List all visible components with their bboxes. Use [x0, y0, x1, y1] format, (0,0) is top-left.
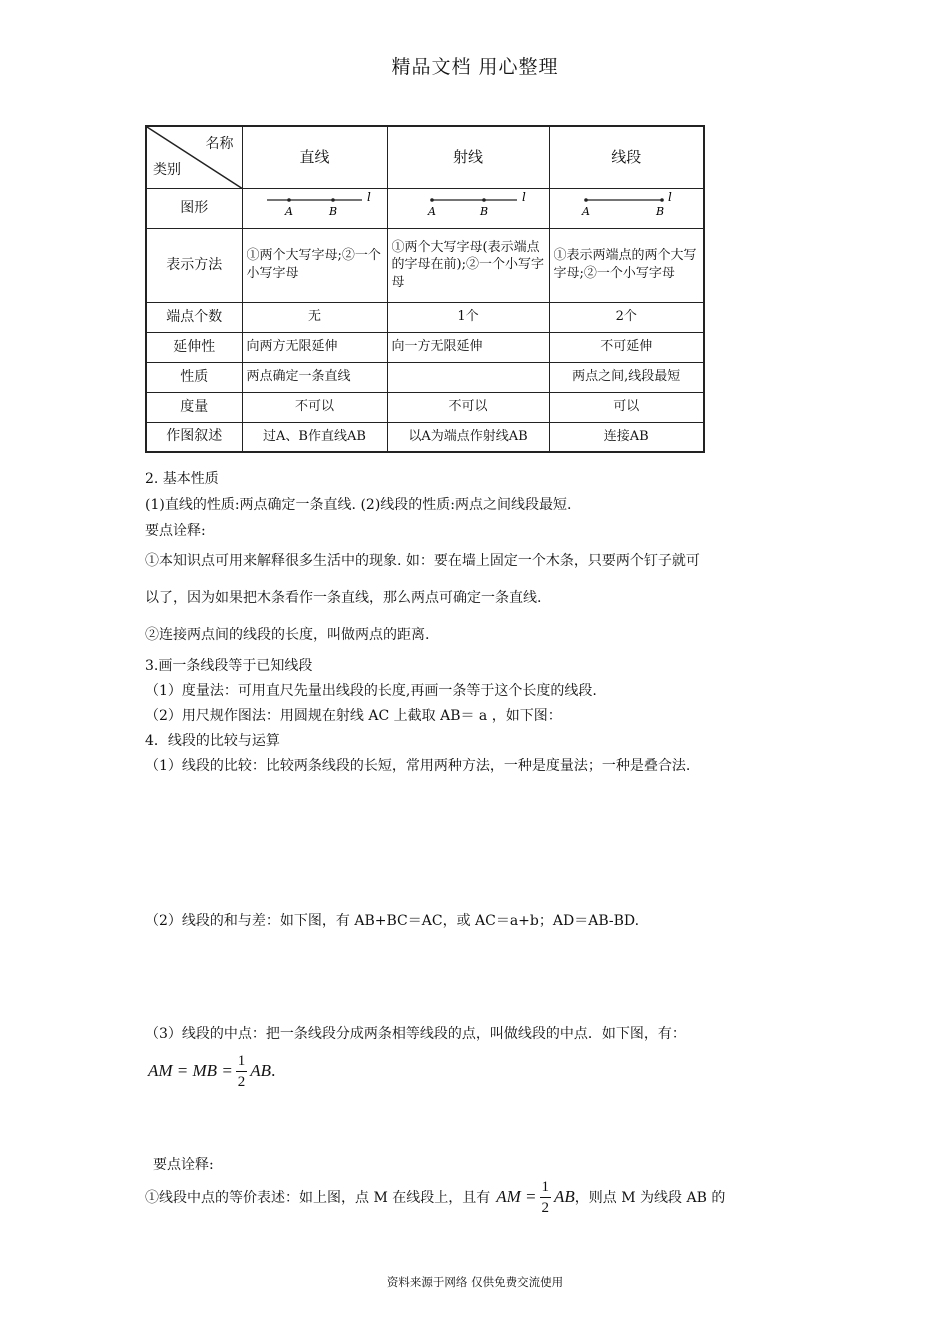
table-cell: 2个 [549, 302, 704, 332]
table-cell: 两点确定一条直线 [242, 362, 387, 392]
fraction-numerator: 1 [236, 1051, 248, 1072]
line-figure [247, 191, 382, 219]
paragraph: ①本知识点可用来解释很多生活中的现象. 如：要在墙上固定一个木条，只要两个钉子就可 [145, 553, 700, 569]
midpoint-equation [148, 1048, 275, 1094]
statement-text: ，则点 M 为线段 AB 的 [574, 1190, 726, 1206]
segment-name-label: l [667, 191, 672, 205]
statement-text: ①线段中点的等价表述：如上图，点 M 在线段上，且有 [145, 1190, 491, 1206]
row-label-endpoints: 端点个数 [146, 302, 242, 332]
section-heading: 2. 基本性质 [145, 471, 219, 487]
table-cell: 两点之间,线段最短 [549, 362, 704, 392]
fraction-one-half [540, 1177, 552, 1218]
row-label-measure: 度量 [146, 392, 242, 422]
point-b-label: B [328, 205, 337, 219]
page-footer: 资料来源于网络 仅供免费交流使用 [386, 1275, 564, 1289]
row-label-extension: 延伸性 [146, 332, 242, 362]
table-cell: 过A、B作直线AB [242, 422, 387, 452]
paragraph: (1)直线的性质:两点确定一条直线. (2)线段的性质:两点之间线段最短. [145, 497, 572, 513]
column-header-line: 直线 [242, 126, 387, 188]
table-cell: 不可以 [387, 392, 549, 422]
table-corner-cell [146, 126, 242, 188]
table-cell: 不可以 [242, 392, 387, 422]
point-b-label: B [655, 205, 664, 219]
table-cell: ①两个大写字母;②一个小写字母 [242, 228, 387, 302]
row-label-figure: 图形 [146, 188, 242, 228]
corner-top-label: 名称 [205, 136, 234, 152]
table-cell: ①表示两端点的两个大写字母;②一个小写字母 [549, 228, 704, 302]
table-cell: 以A为端点作射线AB [387, 422, 549, 452]
point-b-label: B [479, 205, 488, 219]
section-heading: 3.画一条线段等于已知线段 [145, 658, 313, 674]
table-cell [387, 362, 549, 392]
paragraph: （2）用尺规作图法：用圆规在射线 AC 上截取 AB＝ a ，如下图： [145, 708, 562, 724]
fraction-one-half [236, 1051, 248, 1092]
ray-name-label: l [521, 191, 526, 205]
paragraph: （3）线段的中点：把一条线段分成两条相等线段的点，叫做线段的中点．如下图，有： [145, 1026, 686, 1042]
ray-figure [392, 191, 544, 219]
table-cell: 无 [242, 302, 387, 332]
table-cell: ①两个大写字母(表示端点的字母在前);②一个小写字母 [387, 228, 549, 302]
row-label-construction: 作图叙述 [146, 422, 242, 452]
segment-figure [554, 191, 699, 219]
point-a-label: A [581, 205, 590, 219]
point-a-label: A [284, 205, 293, 219]
paragraph: （2）线段的和与差：如下图，有 AB+BC＝AC，或 AC＝a+b；AD＝AB-BD. [145, 913, 640, 929]
corner-bottom-label: 类别 [153, 161, 181, 178]
figure-segment-cell [549, 188, 704, 228]
table-cell: 连接AB [549, 422, 704, 452]
table-cell: 1个 [387, 302, 549, 332]
table-cell: 向一方无限延伸 [387, 332, 549, 362]
figure-ray-cell [387, 188, 549, 228]
note-heading: 要点诠释: [145, 523, 206, 539]
fraction-denominator: 2 [237, 1073, 246, 1090]
equation-right: AB [250, 1061, 272, 1080]
page-header: 精品文档 用心整理 [391, 56, 559, 78]
equation-period: . [271, 1061, 276, 1080]
column-header-segment: 线段 [549, 126, 704, 188]
figure-line-cell [242, 188, 387, 228]
column-header-ray: 射线 [387, 126, 549, 188]
paragraph: ②连接两点间的线段的长度，叫做两点的距离. [145, 627, 430, 643]
equation-left: AM = MB = [148, 1061, 233, 1080]
row-label-notation: 表示方法 [146, 228, 242, 302]
comparison-table [145, 125, 705, 453]
fraction-numerator: 1 [540, 1177, 552, 1198]
note-heading: 要点诠释: [153, 1157, 214, 1173]
equation-left: AM = [496, 1187, 537, 1206]
paragraph: （1）度量法：可用直尺先量出线段的长度,再画一条等于这个长度的线段. [145, 683, 597, 699]
row-label-property: 性质 [146, 362, 242, 392]
section-heading: 4．线段的比较与运算 [145, 733, 280, 749]
table-cell: 可以 [549, 392, 704, 422]
equation-right: AB [554, 1187, 575, 1206]
midpoint-equivalent-statement [145, 1174, 725, 1220]
paragraph: （1）线段的比较：比较两条线段的长短，常用两种方法，一种是度量法；一种是叠合法. [145, 758, 691, 774]
line-name-label: l [366, 191, 371, 205]
table-cell: 向两方无限延伸 [242, 332, 387, 362]
table-cell: 不可延伸 [549, 332, 704, 362]
paragraph: 以了，因为如果把木条看作一条直线，那么两点可确定一条直线. [145, 590, 542, 606]
fraction-denominator: 2 [541, 1199, 550, 1216]
point-a-label: A [427, 205, 436, 219]
